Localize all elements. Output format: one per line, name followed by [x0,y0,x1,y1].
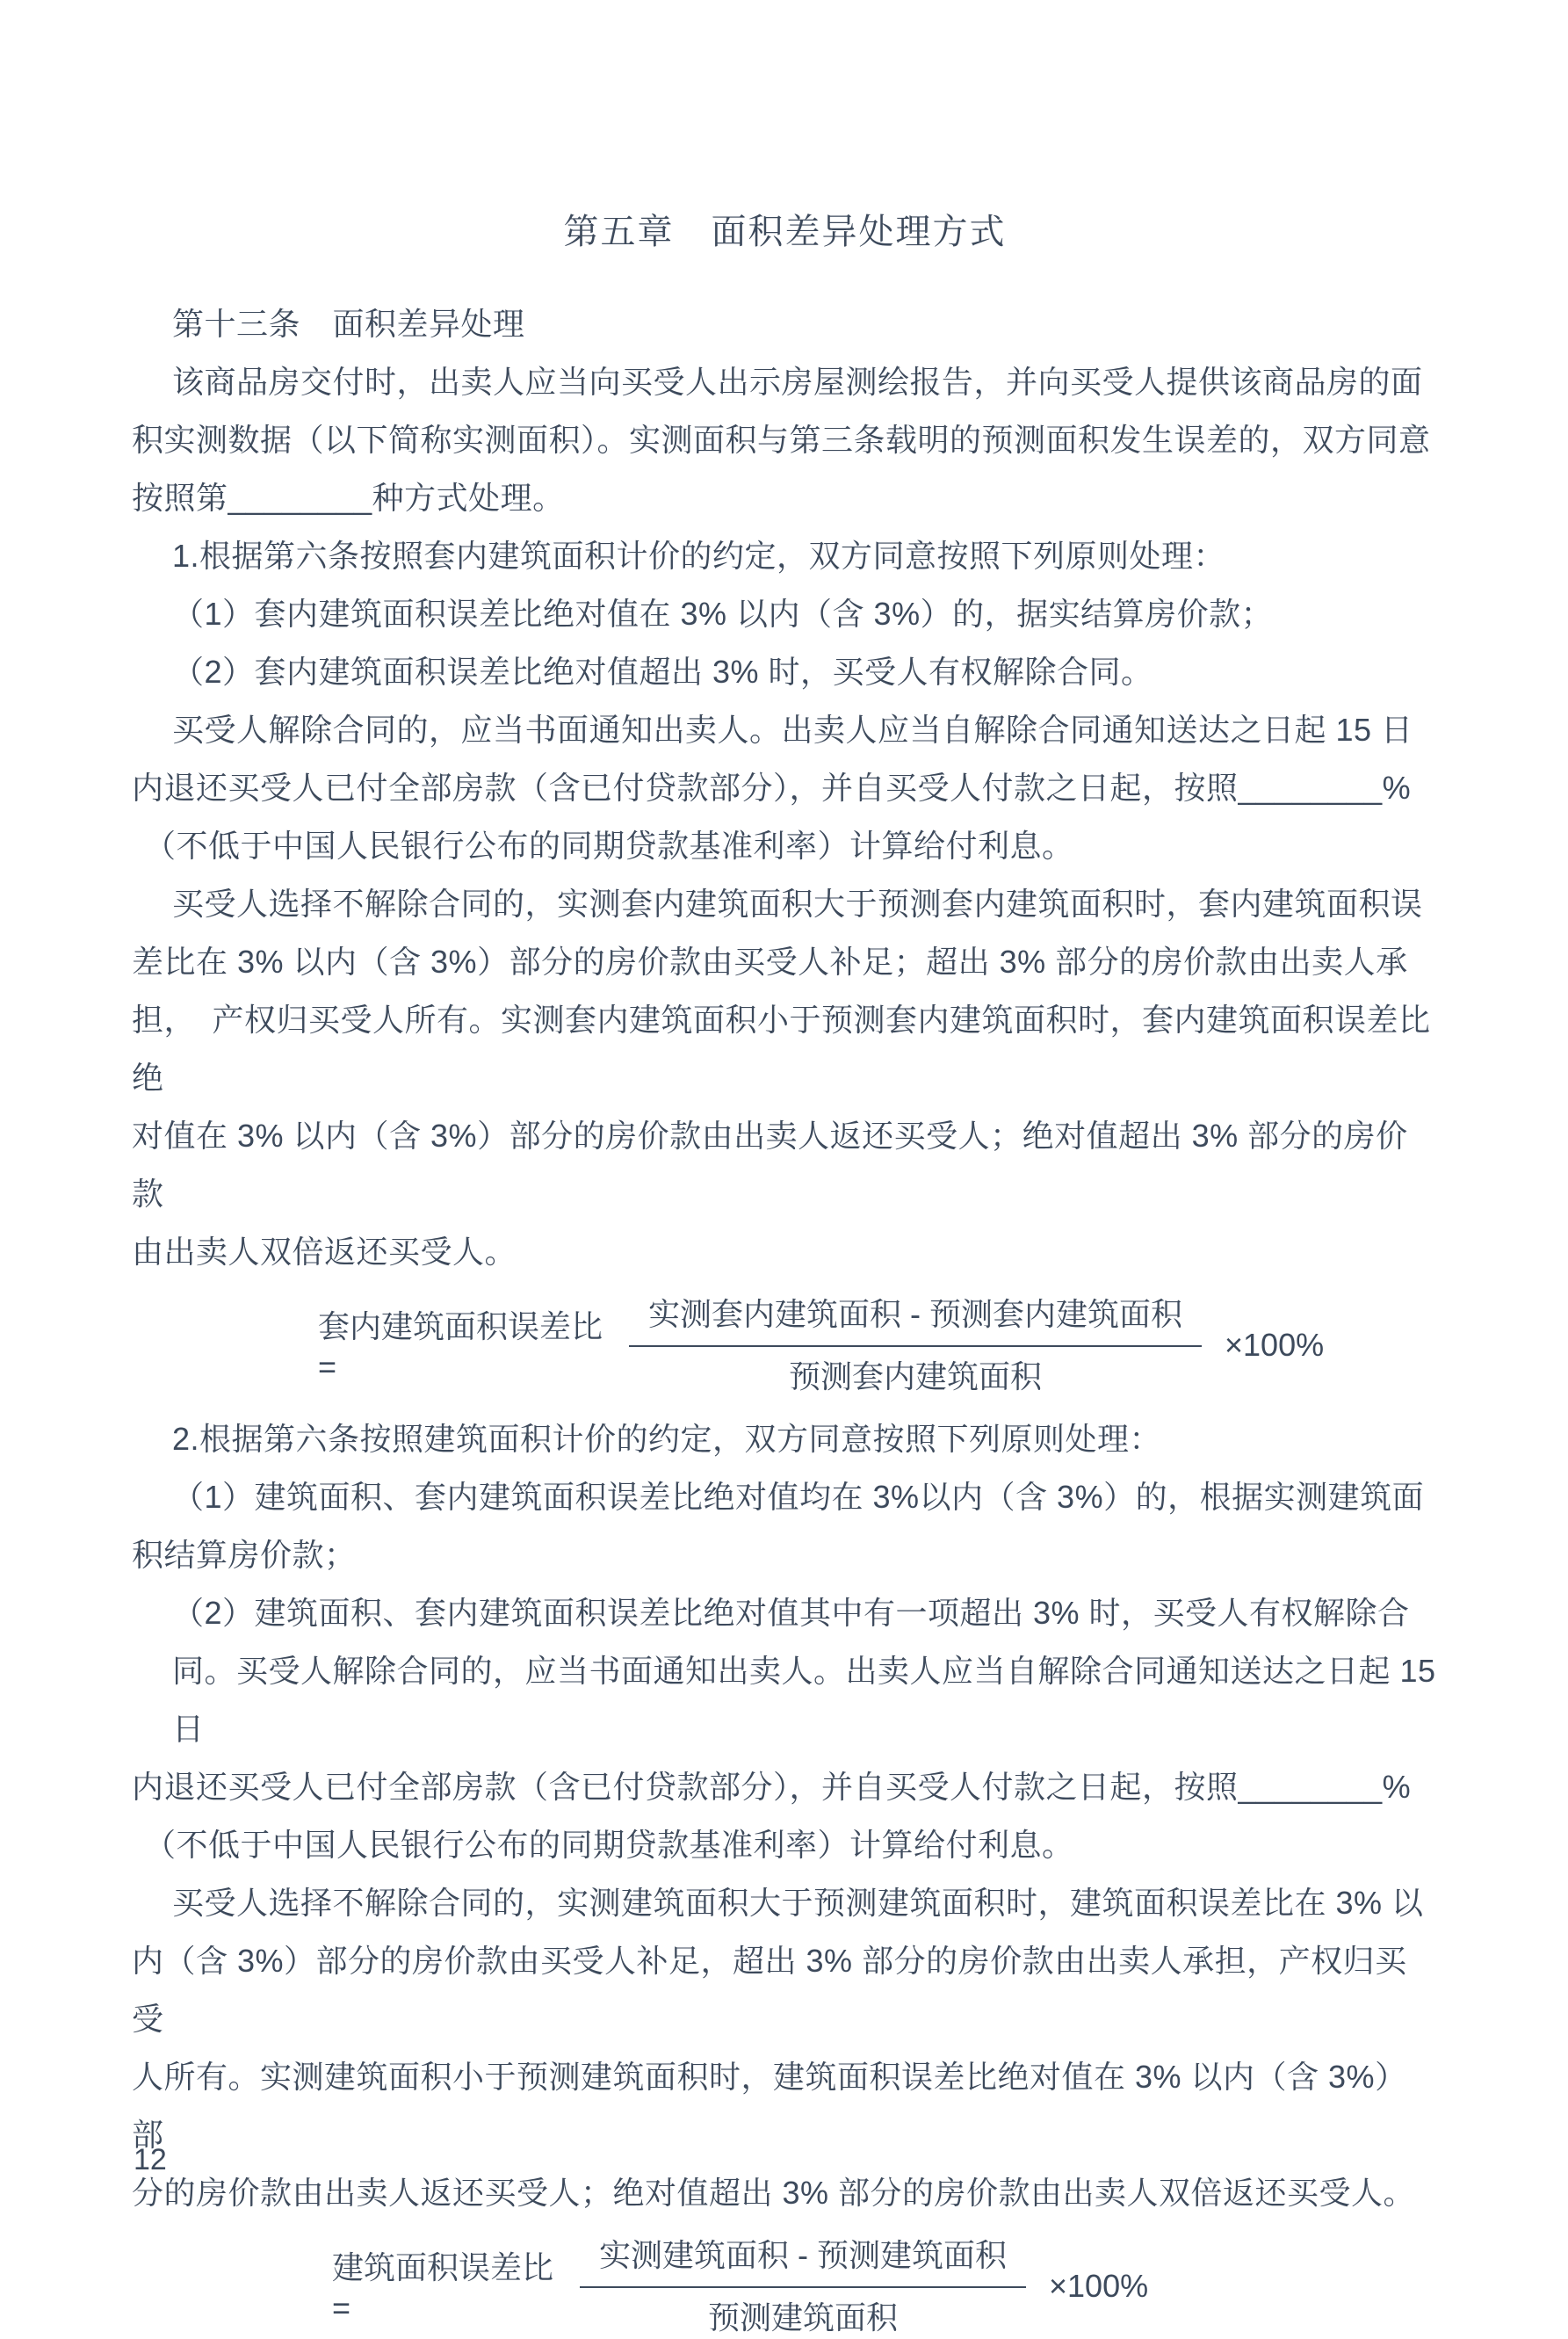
paragraph-line: 对值在 3% 以内（含 3%）部分的房价款由出卖人返还买受人；绝对值超出 3% 部分的房价款 [132,1118,1408,1212]
paragraph-line: 担， 产权归买受人所有。实测套内建筑面积小于预测套内建筑面积时，套内建筑面积误差比绝 [132,1002,1431,1096]
fraction [580,2234,1026,2339]
paragraph-line-with-blank: 内退还买受人已付全部房款（含已付贷款部分），并自买受人付款之日起，按照________% [132,770,1412,806]
paragraph-line: 日 [172,1711,205,1748]
formula-inner-area-error-ratio [132,1293,1438,1398]
fraction-denominator: 预测套内建筑面积 [789,1358,1043,1394]
clause-1-item-2: （2）套内建筑面积误差比绝对值超出 3% 时，买受人有权解除合同。 [172,654,1153,690]
page-number: 12 [134,2143,167,2176]
formula-label-text: 套内建筑面积误差比 [318,1307,603,1344]
paragraph-line: 买受人解除合同的，应当书面通知出卖人。出卖人应当自解除合同通知送达之日起 15 日 [172,712,1413,748]
paragraph-line: 人所有。实测建筑面积小于预测建筑面积时，建筑面积误差比绝对值在 3% 以内（含 3%）部 [132,2059,1407,2154]
formula-label [332,2247,553,2328]
clause-2-heading: 2.根据第六条按照建筑面积计价的约定，双方同意按照下列原则处理： [172,1421,1162,1458]
fraction-numerator: 实测套内建筑面积 - 预测套内建筑面积 [629,1293,1202,1347]
multiply-100-percent: ×100% [1049,2268,1149,2305]
paragraph-line: 差比在 3% 以内（含 3%）部分的房价款由买受人补足；超出 3% 部分的房价款由出卖人承 [132,944,1408,980]
paragraph-line: 积实测数据（以下简称实测面积）。实测面积与第三条载明的预测面积发生误差的，双方同意 [132,422,1431,458]
paragraph-line: 该商品房交付时，出卖人应当向买受人出示房屋测绘报告，并向买受人提供该商品房的面 [172,364,1423,400]
fraction [629,1293,1202,1398]
formula-label-text: 建筑面积误差比 [332,2248,554,2285]
formula-area-error-ratio [132,2234,1438,2339]
chapter-title: 第五章 面积差异处理方式 [563,213,1007,251]
clause-2-item-1: （1）建筑面积、套内建筑面积误差比绝对值均在 3%以内（含 3%）的，根据实测建筑面 [172,1479,1425,1516]
formula-label [318,1306,603,1387]
equals-sign: = [332,2290,351,2327]
multiply-100-percent: ×100% [1225,1327,1325,1364]
paragraph-line-with-blank: 按照第________种方式处理。 [132,480,565,516]
paragraph-line: 分的房价款由出卖人返还买受人；绝对值超出 3% 部分的房价款由出卖人双倍返还买受人。 [132,2175,1416,2212]
paragraph-line: 内（含 3%）部分的房价款由买受人补足，超出 3% 部分的房价款由出卖人承担，产权归买受 [132,1943,1407,2038]
paragraph-line: 买受人选择不解除合同的，实测建筑面积大于预测建筑面积时，建筑面积误差比在 3% 以 [172,1885,1424,1922]
fraction-numerator: 实测建筑面积 - 预测建筑面积 [580,2234,1026,2288]
paragraph-line: 买受人选择不解除合同的，实测套内建筑面积大于预测套内建筑面积时，套内建筑面积误 [172,886,1423,922]
equals-sign: = [318,1349,337,1386]
paragraph-line: 由出卖人双倍返还买受人。 [132,1234,517,1270]
section-heading: 第十三条 面积差异处理 [172,306,525,342]
paragraph-line: （不低于中国人民银行公布的同期贷款基准利率）计算给付利息。 [144,828,1074,864]
clause-2-item-2: （2）建筑面积、套内建筑面积误差比绝对值其中有一项超出 3% 时，买受人有权解除合 [172,1595,1410,1632]
clause-1-heading: 1.根据第六条按照套内建筑面积计价的约定，双方同意按照下列原则处理： [172,538,1226,574]
clause-1-item-1: （1）套内建筑面积误差比绝对值在 3% 以内（含 3%）的，据实结算房价款； [172,596,1274,632]
paragraph-line: 同。买受人解除合同的，应当书面通知出卖人。出卖人应当自解除合同通知送达之日起 15 [172,1653,1436,1690]
paragraph-line: （不低于中国人民银行公布的同期贷款基准利率）计算给付利息。 [144,1827,1074,1864]
paragraph-line: 积结算房价款； [132,1537,357,1574]
paragraph-line-with-blank: 内退还买受人已付全部房款（含已付贷款部分），并自买受人付款之日起，按照________% [132,1769,1412,1806]
fraction-denominator: 预测建筑面积 [708,2299,899,2335]
